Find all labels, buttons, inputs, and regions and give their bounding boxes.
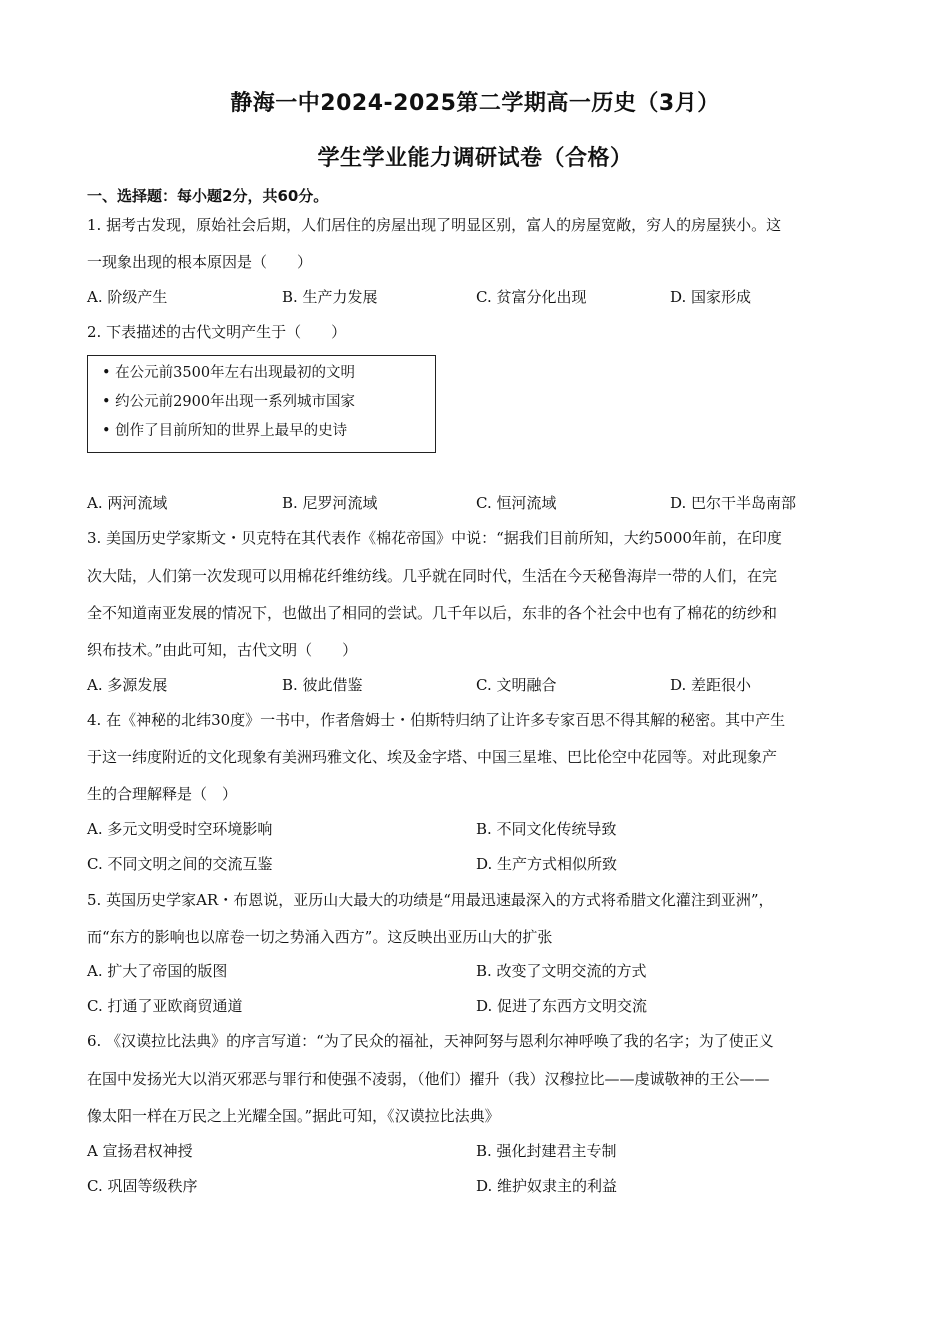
- box-bullet: • 在公元前3500年左右出现最初的文明: [102, 365, 356, 381]
- question-4-option-a: A. 多元文明受时空环境影响: [87, 820, 273, 838]
- question-4-option-d: D. 生产方式相似所致: [476, 855, 618, 873]
- question-3-option-c: C. 文明融合: [476, 676, 557, 694]
- question-1-text: 1. 据考古发现，原始社会后期，人们居住的房屋出现了明显区别，富人的房屋宽敞，穷人的房屋狭小。这: [87, 216, 782, 234]
- question-2-option-d: D. 巴尔干半岛南部: [670, 494, 797, 512]
- question-4-text: 4. 在《神秘的北纬30度》一书中，作者詹姆士・伯斯特归纳了让许多专家百思不得其解的秘密。其中产生: [87, 711, 786, 729]
- question-4-text: 生的合理解释是（ ）: [87, 785, 238, 803]
- page-title: 静海一中2024-2025第二学期高一历史（3月）: [230, 91, 720, 116]
- box-bullet: • 约公元前2900年出现一系列城市国家: [102, 394, 356, 410]
- question-5-option-c: C. 打通了亚欧商贸通道: [87, 997, 243, 1015]
- question-1-text: 一现象出现的根本原因是（ ）: [87, 253, 313, 271]
- question-3-text: 3. 美国历史学家斯文・贝克特在其代表作《棉花帝国》中说：“据我们目前所知，大约5000年前，在印度: [87, 529, 782, 547]
- question-4-option-b: B. 不同文化传统导致: [476, 820, 617, 838]
- question-1-option-c: C. 贫富分化出现: [476, 288, 587, 306]
- question-3-option-d: D. 差距很小: [670, 676, 752, 694]
- question-6-text: 在国中发扬光大以消灭邪恶与罪行和使强不凌弱，（他们）擢升（我）汉穆拉比——虔诚敬神的王公——: [87, 1070, 770, 1088]
- question-2-option-b: B. 尼罗河流域: [282, 494, 378, 512]
- question-5-option-b: B. 改变了文明交流的方式: [476, 962, 647, 980]
- question-3-text: 次大陆，人们第一次发现可以用棉花纤维纺线。几乎就在同时代，生活在今天秘鲁海岸一带的人们，在完: [87, 567, 778, 585]
- question-6-option-c: C. 巩固等级秩序: [87, 1177, 198, 1195]
- question-1-option-b: B. 生产力发展: [282, 288, 378, 306]
- question-3-option-a: A. 多源发展: [87, 676, 168, 694]
- question-6-text: 6. 《汉谟拉比法典》的序言写道：“为了民众的福祉，天神阿努与恩利尔神呼唤了我的名字；为了使正义: [87, 1032, 774, 1050]
- question-5-option-d: D. 促进了东西方文明交流: [476, 997, 648, 1015]
- question-6-option-d: D. 维护奴隶主的利益: [476, 1177, 618, 1195]
- question-1-option-a: A. 阶级产生: [87, 288, 168, 306]
- question-3-text: 织布技术。”由此可知，古代文明（ ）: [87, 641, 358, 659]
- question-6-text: 像太阳一样在万民之上光耀全国。”据此可知，《汉谟拉比法典》: [87, 1107, 500, 1125]
- question-4-option-c: C. 不同文明之间的交流互鉴: [87, 855, 273, 873]
- page-subtitle: 学生学业能力调研试卷（合格）: [317, 146, 633, 171]
- box-bullet: • 创作了目前所知的世界上最早的史诗: [102, 423, 348, 439]
- question-4-text: 于这一纬度附近的文化现象有美洲玛雅文化、埃及金字塔、中国三星堆、巴比伦空中花园等。对此现象产: [87, 748, 778, 766]
- civilization-description-box: [87, 355, 436, 453]
- question-6-option-b: B. 强化封建君主专制: [476, 1142, 617, 1160]
- section-heading: 一、选择题：每小题2分，共60分。: [87, 187, 329, 205]
- question-2-option-c: C. 恒河流域: [476, 494, 557, 512]
- question-5-option-a: A. 扩大了帝国的版图: [87, 962, 228, 980]
- question-3-text: 全不知道南亚发展的情况下，也做出了相同的尝试。几千年以后，东非的各个社会中也有了棉花的纺纱和: [87, 604, 778, 622]
- question-2-option-a: A. 两河流域: [87, 494, 168, 512]
- question-1-option-d: D. 国家形成: [670, 288, 752, 306]
- question-5-text: 而“东方的影响也以席卷一切之势涌入西方”。这反映出亚历山大的扩张: [87, 928, 553, 946]
- question-5-text: 5. 英国历史学家AR・布恩说，亚历山大最大的功绩是“用最迅速最深入的方式将希腊文化灌注到亚洲”，: [87, 891, 774, 909]
- question-2-text: 2. 下表描述的古代文明产生于（ ）: [87, 323, 347, 341]
- question-6-option-a: A 宣扬君权神授: [87, 1142, 193, 1160]
- question-3-option-b: B. 彼此借鉴: [282, 676, 363, 694]
